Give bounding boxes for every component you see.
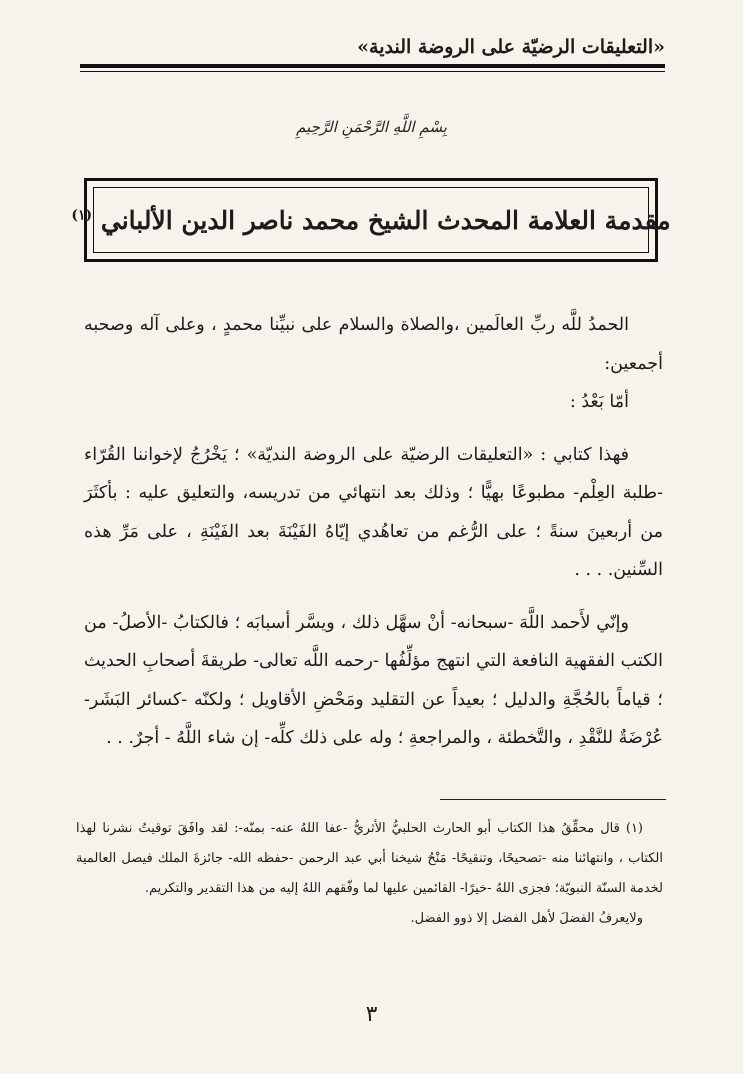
section-title-inner-frame [71,187,671,253]
footnotes [76,814,663,934]
footnote-1: (١) قال محقِّقُ هذا الكتاب أبو الحارث الحلبيُّ الأثريُّ -عفا اللهُ عنه- بمنّه-: لقد وافَقَ توقيتُ نشرنا لهذا الكتاب ، وانتهائنا منه -تصحيحًا، وتنقيحًا- مَنْحُ شيخنا أبي عبد الرحمن -حفظه الله- جائزةَ الملك فيصل العالمية لخدمة السنّة النبويّة؛ فجزى اللهُ -خيرًا- القائمين عليها لما وفّقهم اللهُ إليه من هذا التقدير والتكريم. [76,821,663,896]
paragraph-amma-bad: أمّا بَعْدُ : [569,392,629,412]
paragraph-book-intro: فهذا كتابي : «التعليقات الرضيّة على الروضة النديّة» ؛ يَخْرُجُ لإخواننا القُرّاء -طلبة العِلْم- مطبوعًا بهيًّا ؛ وذلك بعد انتهائي من تدريسه، والتعليق عليه : بأكثَرَ من أربعينَ سنةً ؛ على الرُّغم من تعاهُدي إيّاهُ الفَيْنَةَ بعد الفَيْنَةِ ، على مَرِّ هذه السِّنين. . . . [84,444,663,580]
section-title-text: مقدمة العلامة المحدث الشيخ محمد ناصر الدين الألباني [100,205,671,235]
header-rule-thin [80,71,665,72]
footnote-closing-line: ولايعرفُ الفضلَ لأهل الفضل إلا ذوو الفضل. [410,911,643,926]
running-header: «التعليقات الرضيّة على الروضة الندية» [357,36,665,58]
section-title-frame [71,178,671,262]
basmala: بِسْمِ اللَّهِ الرَّحْمَنِ الرَّحِيمِ [296,118,447,136]
paragraph-praise: الحمدُ للَّه ربِّ العالَمين ،والصلاة والسلام على نبيِّنا محمدٍ ، وعلى آله وصحبه أجمعين: [84,315,663,374]
footnote-marker: (١) [71,207,93,224]
section-title [71,206,670,235]
paragraph-praise-allah: وإنّي لأَحمد اللَّهَ -سبحانه- أنْ سهَّل ذلك ، ويسَّر أسبابَه ؛ فالكتابُ -الأصلُ- من الكتب الفقهية النافعة التي انتهج مؤلِّفُها -رحمه اللَّه تعالى- طريقةَ أصحابِ الحديث ؛ قياماً بالحُجَّةِ والدليل ؛ بعيداً عن التقليد ومَحْضِ الأقاويل ؛ ولكنّه -كسائر البَشَر- عُرْضَةٌ للنَّقْدِ ، والتَّخطئة ، والمراجعةِ ؛ وله على ذلك كلِّه- إن شاء اللَّهُ - أجرٌ. . . [84,612,663,748]
page-number: ٣ [365,1002,378,1027]
footnote-separator [440,799,666,800]
header-rule-thick [80,64,665,68]
body-text [84,306,663,758]
